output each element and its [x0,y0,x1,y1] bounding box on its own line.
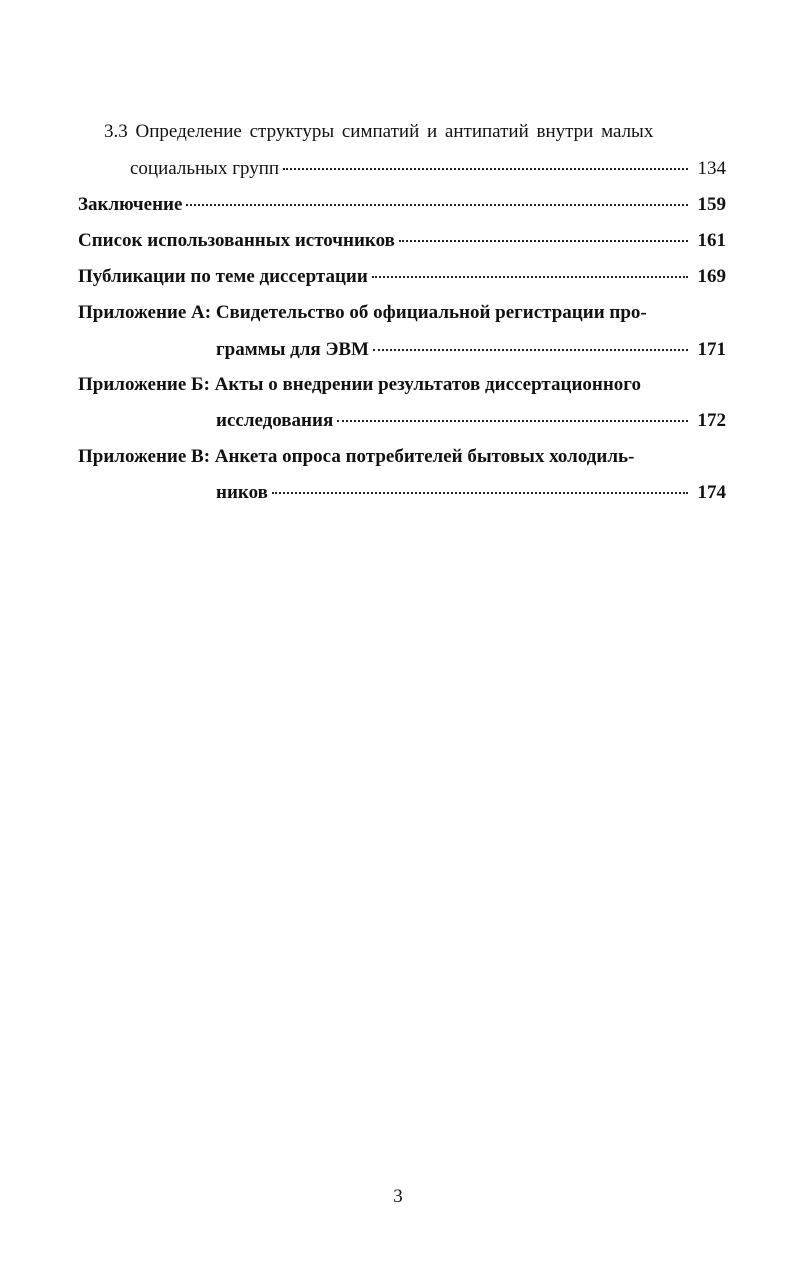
toc-entry-3-3-line-2 [130,158,726,180]
toc-page-number: 169 [697,266,726,287]
dot-leader [337,420,688,422]
toc-entry-appendix-v-line-1 [78,446,668,468]
toc-entry-text: Приложение Б: Акты о внедрении результатов диссертационного [78,374,641,395]
toc-entry-text: 3.3 Определение структуры симпатий и антипатий внутри малых [104,121,654,142]
page-number: 3 [393,1186,403,1207]
dot-leader [399,240,688,242]
toc-entry-text: Приложение А: Свидетельство об официальной регистрации про- [78,302,647,323]
toc-entry-conclusion [78,194,726,216]
dot-leader [283,168,688,170]
toc-entry-references [78,230,726,252]
toc-page-number: 172 [697,410,726,431]
toc-entry-appendix-a-line-2 [216,339,726,361]
toc-entry-text: Заключение [78,194,183,215]
toc-entry-text: граммы для ЭВМ [216,339,369,360]
toc-page-number: 161 [697,230,726,251]
toc-entry-text: Приложение В: Анкета опроса потребителей бытовых холодиль- [78,446,635,467]
toc-entry-appendix-b-line-1 [78,374,668,396]
toc-entry-publications [78,266,726,288]
toc-entry-appendix-v-line-2 [216,482,726,504]
toc-page-number: 134 [697,158,726,179]
dot-leader [373,349,688,351]
dot-leader [372,276,688,278]
toc-entry-text: Публикации по теме диссертации [78,266,368,287]
toc-entry-text: Список использованных источников [78,230,395,251]
toc-page-number: 171 [697,339,726,360]
toc-entry-3-3-line-1 [104,121,682,143]
toc-entry-appendix-a-line-1 [78,302,668,324]
toc-entry-text: социальных групп [130,158,280,179]
toc-page-number: 159 [697,194,726,215]
toc-entry-text: ников [216,482,268,503]
toc-entry-text: исследования [216,410,334,431]
toc-page-number: 174 [697,482,726,503]
dot-leader [186,204,688,206]
toc-entry-appendix-b-line-2 [216,410,726,432]
dot-leader [272,492,688,494]
